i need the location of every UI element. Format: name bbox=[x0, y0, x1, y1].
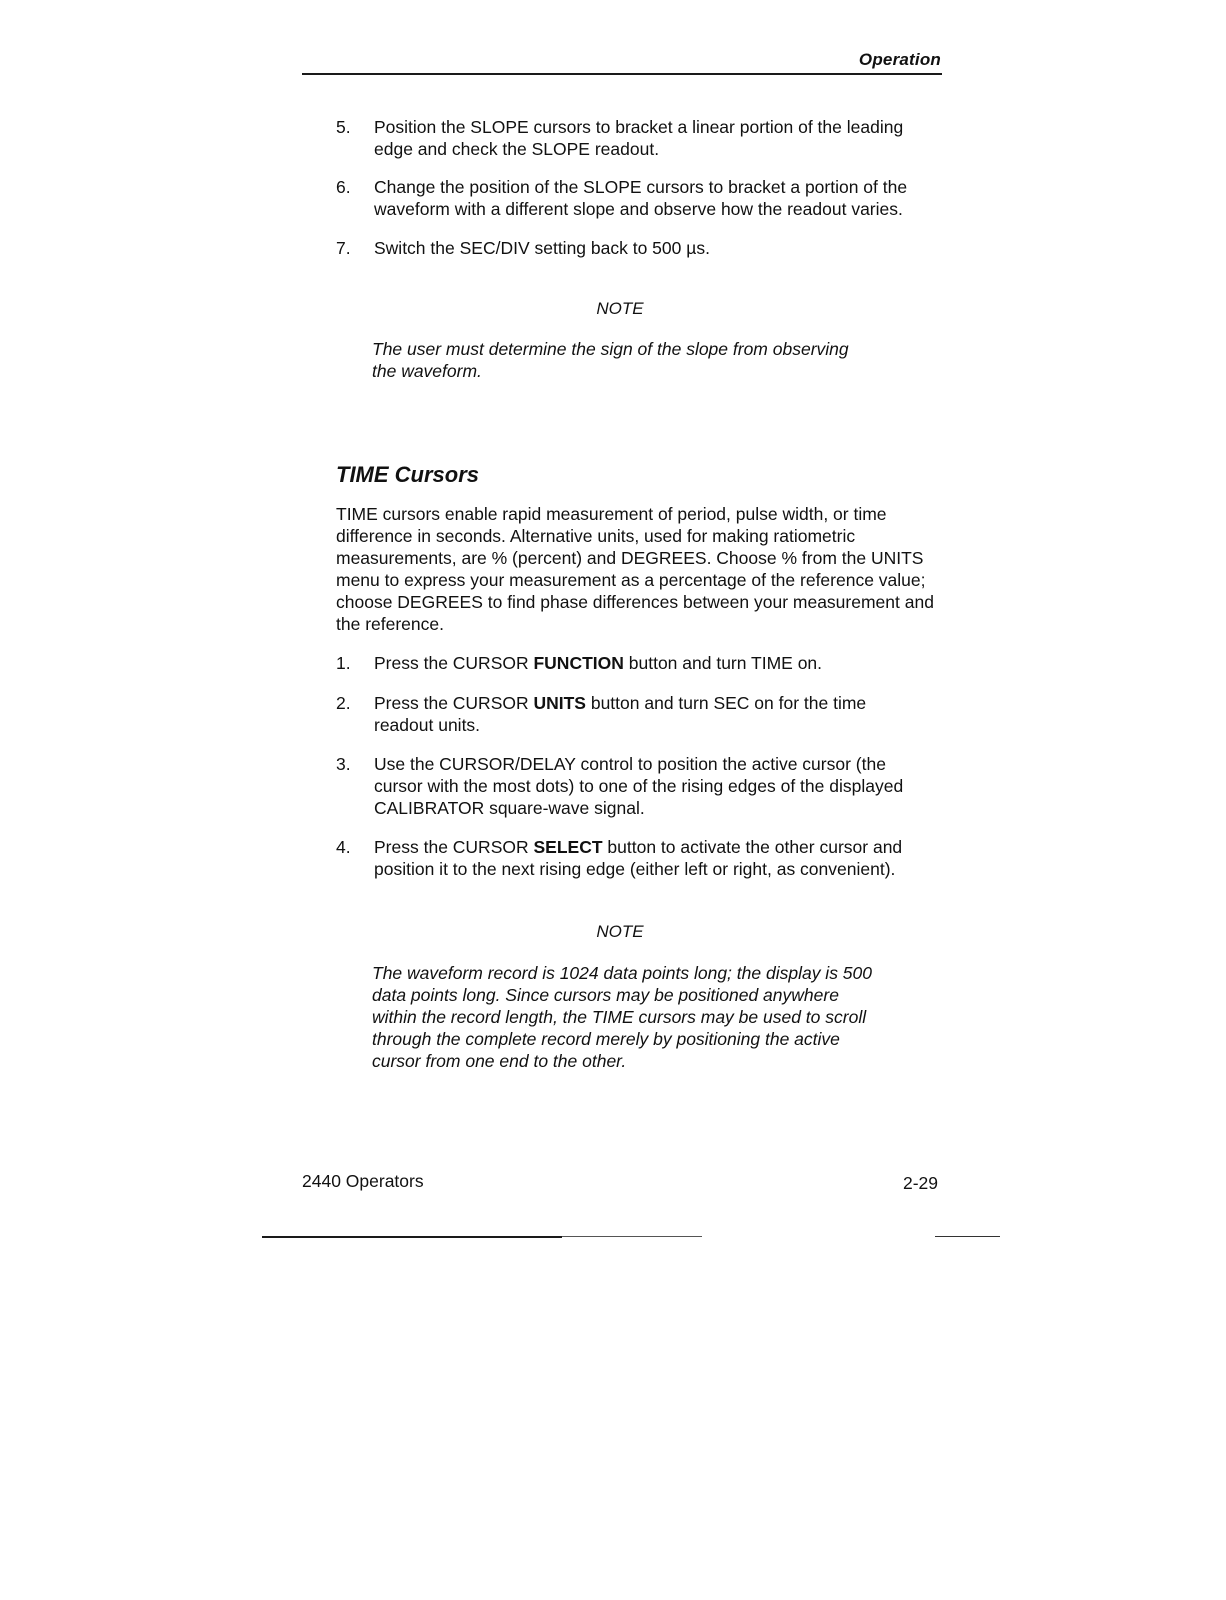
step-text: Press the CURSOR FUNCTION button and turn TIME on. bbox=[374, 653, 823, 673]
footer-manual-title: 2440 Operators bbox=[302, 1171, 424, 1191]
step-number: 2. bbox=[336, 693, 351, 713]
step-text: Switch the SEC/DIV setting back to 500 µs. bbox=[374, 238, 710, 258]
header-rule bbox=[302, 73, 942, 75]
footer-rule-faint bbox=[562, 1236, 702, 1237]
step-number: 6. bbox=[336, 177, 351, 197]
step-text: Press the CURSOR UNITS button and turn SEC on for the time readout units. bbox=[374, 693, 867, 735]
step-3 bbox=[336, 753, 936, 819]
step-number: 3. bbox=[336, 754, 351, 774]
step-text: Use the CURSOR/DELAY control to position the active cursor (the cursor with the most dots) to one of the rising edges of the displayed CALIBRATOR square-wave signal. bbox=[374, 754, 904, 818]
page-number: 2-29 bbox=[902, 1173, 938, 1193]
note-text: The waveform record is 1024 data points long; the display is 500 data points long. Since cursors may be positioned anywhere within the record length, the TIME cursors may be used to scroll through the complete record merely by positioning the active cursor from one end to the other. bbox=[372, 963, 873, 1071]
step-7 bbox=[336, 237, 936, 259]
step-text: Position the SLOPE cursors to bracket a linear portion of the leading edge and check the SLOPE readout. bbox=[374, 117, 904, 159]
step-5 bbox=[336, 116, 936, 160]
footer-rule bbox=[262, 1236, 562, 1238]
section-title: TIME Cursors bbox=[336, 462, 480, 487]
step-number: 5. bbox=[336, 117, 351, 137]
step-number: 1. bbox=[336, 653, 351, 673]
step-number: 4. bbox=[336, 837, 351, 857]
step-2 bbox=[336, 692, 936, 736]
note-text: The user must determine the sign of the slope from observing the waveform. bbox=[372, 339, 849, 381]
footer-rule-right bbox=[935, 1236, 1000, 1237]
step-4 bbox=[336, 836, 936, 880]
step-1 bbox=[336, 652, 936, 674]
step-number: 7. bbox=[336, 238, 351, 258]
step-6 bbox=[336, 176, 936, 220]
section-paragraph: TIME cursors enable rapid measurement of period, pulse width, or time difference in seconds. Alternative units, used for making ratiometric measurements, are % (percent) and DEGREES. Choose % from the UNITS menu to express your measurement as a percentage of the reference value; choose DEGREES to find phase differences between your measurement and the reference. bbox=[336, 504, 934, 634]
note-label: NOTE bbox=[596, 922, 644, 941]
note-label: NOTE bbox=[596, 299, 644, 318]
running-head: Operation bbox=[858, 50, 941, 69]
step-text: Press the CURSOR SELECT button to activate the other cursor and position it to the next rising edge (either left or right, as convenient). bbox=[374, 837, 903, 879]
step-text: Change the position of the SLOPE cursors to bracket a portion of the waveform with a different slope and observe how the readout varies. bbox=[374, 177, 908, 219]
